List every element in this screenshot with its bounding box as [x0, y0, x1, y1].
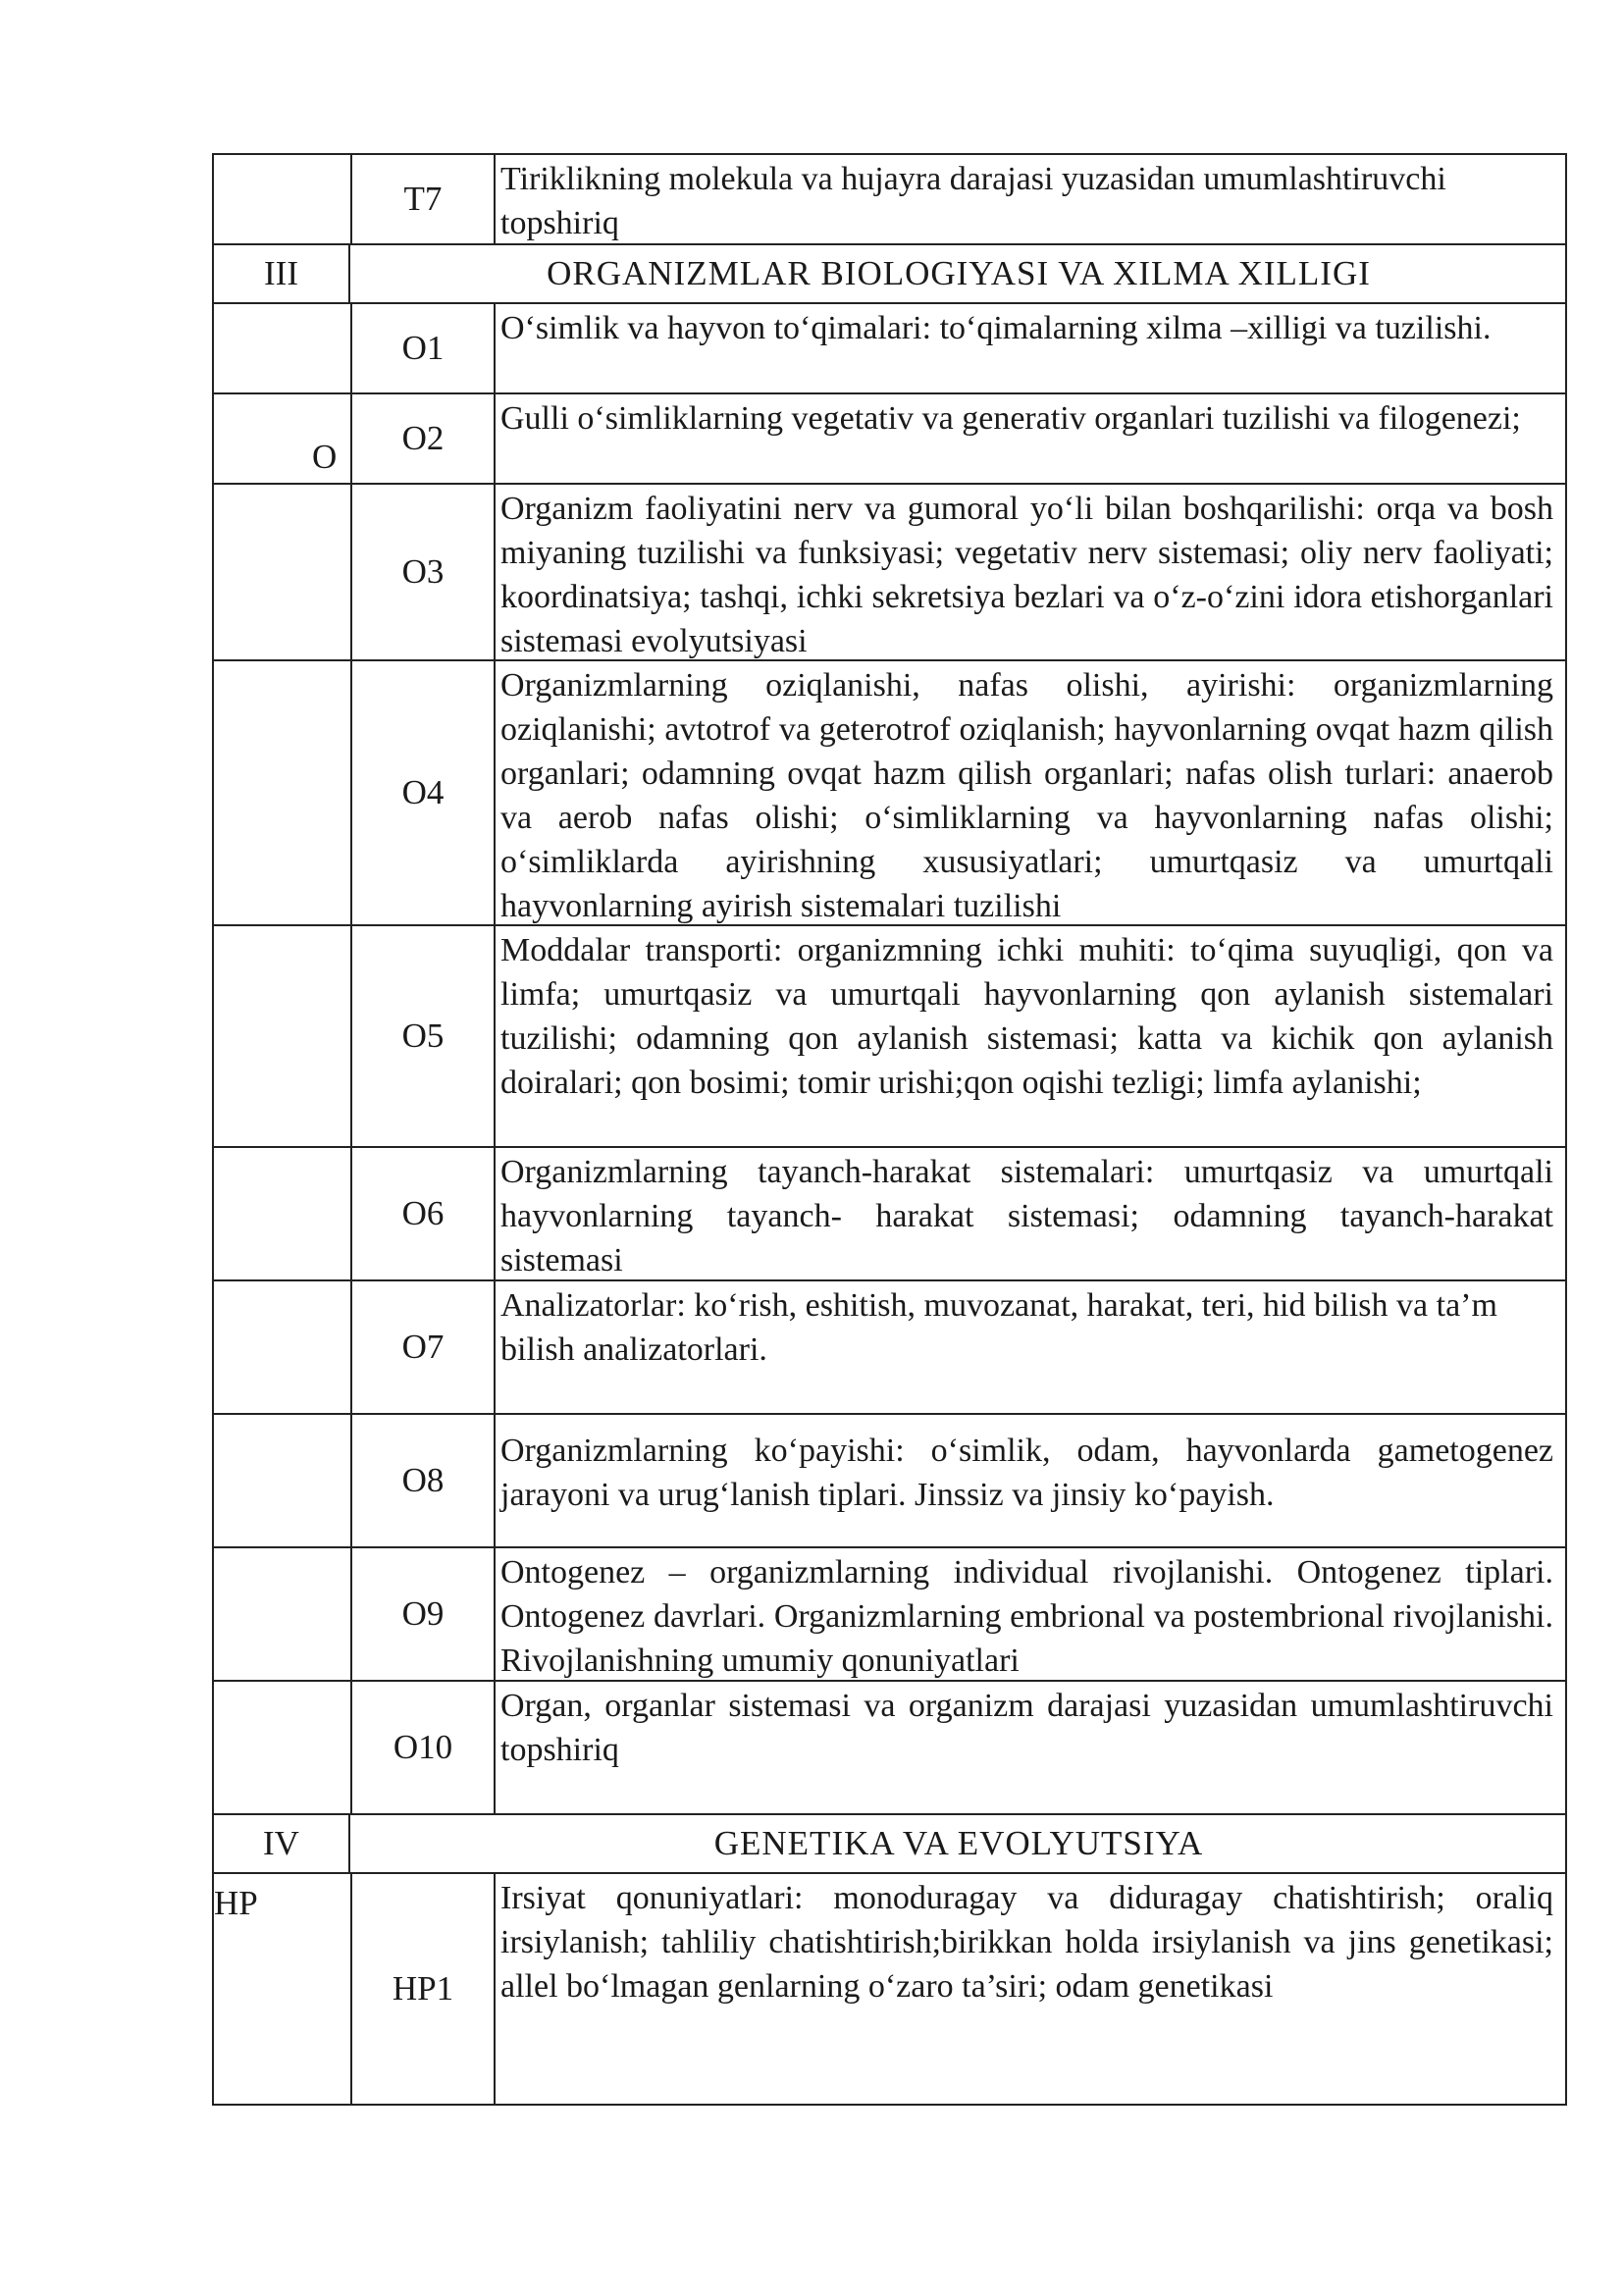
group-label-hp: HP — [214, 1884, 258, 1922]
row-description: Gulli o‘simliklarning vegetativ va generativ organlari tuzilishi va filogenezi; — [500, 400, 1521, 437]
row-code: HP1 — [350, 1874, 496, 2104]
section-number: III — [214, 245, 350, 302]
row-description: Irsiyat qonuniyatlari: monoduragay va diduragay chatishtirish; oraliq irsiylanish; tahliliy chatishtirish;birikkan holda irsiylanish va jins genetikasi; allel bo‘lmagan genlarning o‘zaro ta’siri; odam genetikasi — [500, 1880, 1553, 2005]
row-code: O9 — [350, 1548, 496, 1680]
table-row — [214, 1281, 1567, 1415]
section-number: IV — [214, 1815, 350, 1872]
table-row — [214, 485, 1567, 661]
row-code: O3 — [350, 485, 496, 659]
row-description: Organ, organlar sistemasi va organizm darajasi yuzasidan umumlashtiruvchi topshiriq — [500, 1688, 1553, 1768]
row-description: Analizatorlar: ko‘rish, eshitish, muvozanat, harakat, teri, hid bilish va ta’m bilish analizatorlari. — [500, 1287, 1497, 1368]
row-description: Moddalar transporti: organizmning ichki muhiti: to‘qima suyuqligi, qon va limfa; umurtqasiz va umurtqali hayvonlarning qon aylanish sistemalari tuzilishi; odamning qon aylanish sistemasi; katta va kichik qon aylanish doiralari; qon bosimi; tomir urishi;qon oqishi tezligi; limfa aylanishi; — [500, 932, 1553, 1101]
row-code: O2 — [350, 394, 496, 483]
table-row — [214, 1682, 1567, 1815]
row-description: Organizmlarning ko‘payishi: o‘simlik, odam, hayvonlarda gametogenez jarayoni va urug‘lanish tiplari. Jinssiz va jinsiy ko‘payish. — [500, 1433, 1553, 1513]
row-description: Organizm faoliyatini nerv va gumoral yo‘li bilan boshqarilishi: orqa va bosh miyaning tuzilishi va funksiyasi; vegetativ nerv sistemasi; oliy nerv faoliyati; koordinatsiya; tashqi, ichki sekretsiya bezlari va o‘z-o‘zini idora etishorganlari sistemasi evolyutsiyasi — [500, 491, 1553, 659]
row-description: Ontogenez – organizmlarning individual rivojlanishi. Ontogenez tiplari. Ontogenez davrlari. Organizmlarning embrional va postembrional rivojlanishi. Rivojlanishning umumiy qonuniyatlari — [500, 1554, 1553, 1679]
row-description: Organizmlarning oziqlanishi, nafas olishi, ayirishi: organizmlarning oziqlanishi; avtotrof va geterotrof oziqlanish; hayvonlarning ovqat hazm qilish organlari; odamning ovqat hazm qilish organlari; nafas olish turlari: anaerob va aerob nafas olishi; o‘simliklarning va hayvonlarning nafas olishi; o‘simliklarda ayirishning xususiyatlari; umurtqasiz va umurtqali hayvonlarning ayirish sistemalari tuzilishi — [500, 667, 1553, 924]
table-row — [214, 155, 1567, 245]
table-row — [214, 1148, 1567, 1281]
table-row — [214, 926, 1567, 1148]
row-description: Tiriklikning molekula va hujayra darajasi yuzasidan umumlashtiruvchi topshiriq — [500, 161, 1446, 241]
section-title: ORGANIZMLAR BIOLOGIYASI VA XILMA XILLIGI — [547, 254, 1371, 292]
table-row — [214, 394, 1567, 485]
row-code: O6 — [350, 1148, 496, 1279]
row-code: O1 — [350, 304, 496, 392]
row-code: O5 — [350, 926, 496, 1146]
row-description: O‘simlik va hayvon to‘qimalari: to‘qimalarning xilma –xilligi va tuzilishi. — [500, 310, 1492, 346]
row-code: O7 — [350, 1281, 496, 1413]
table-row — [214, 1415, 1567, 1548]
table-row — [214, 661, 1567, 926]
table-row — [214, 1548, 1567, 1682]
row-code: O10 — [350, 1682, 496, 1813]
table-row — [214, 304, 1567, 394]
section-header-row — [214, 245, 1567, 304]
row-code: O8 — [350, 1415, 496, 1546]
row-code: T7 — [350, 155, 496, 243]
row-code: O4 — [350, 661, 496, 924]
section-title: GENETIKA VA EVOLYUTSIYA — [713, 1824, 1204, 1862]
row-description: Organizmlarning tayanch-harakat sistemalari: umurtqasiz va umurtqali hayvonlarning tayanch- harakat sistemasi; odamning tayanch-harakat sistemasi — [500, 1154, 1553, 1278]
section-header-row — [214, 1815, 1567, 1874]
group-label-o: O — [312, 438, 338, 476]
table-row — [214, 1874, 1567, 2106]
